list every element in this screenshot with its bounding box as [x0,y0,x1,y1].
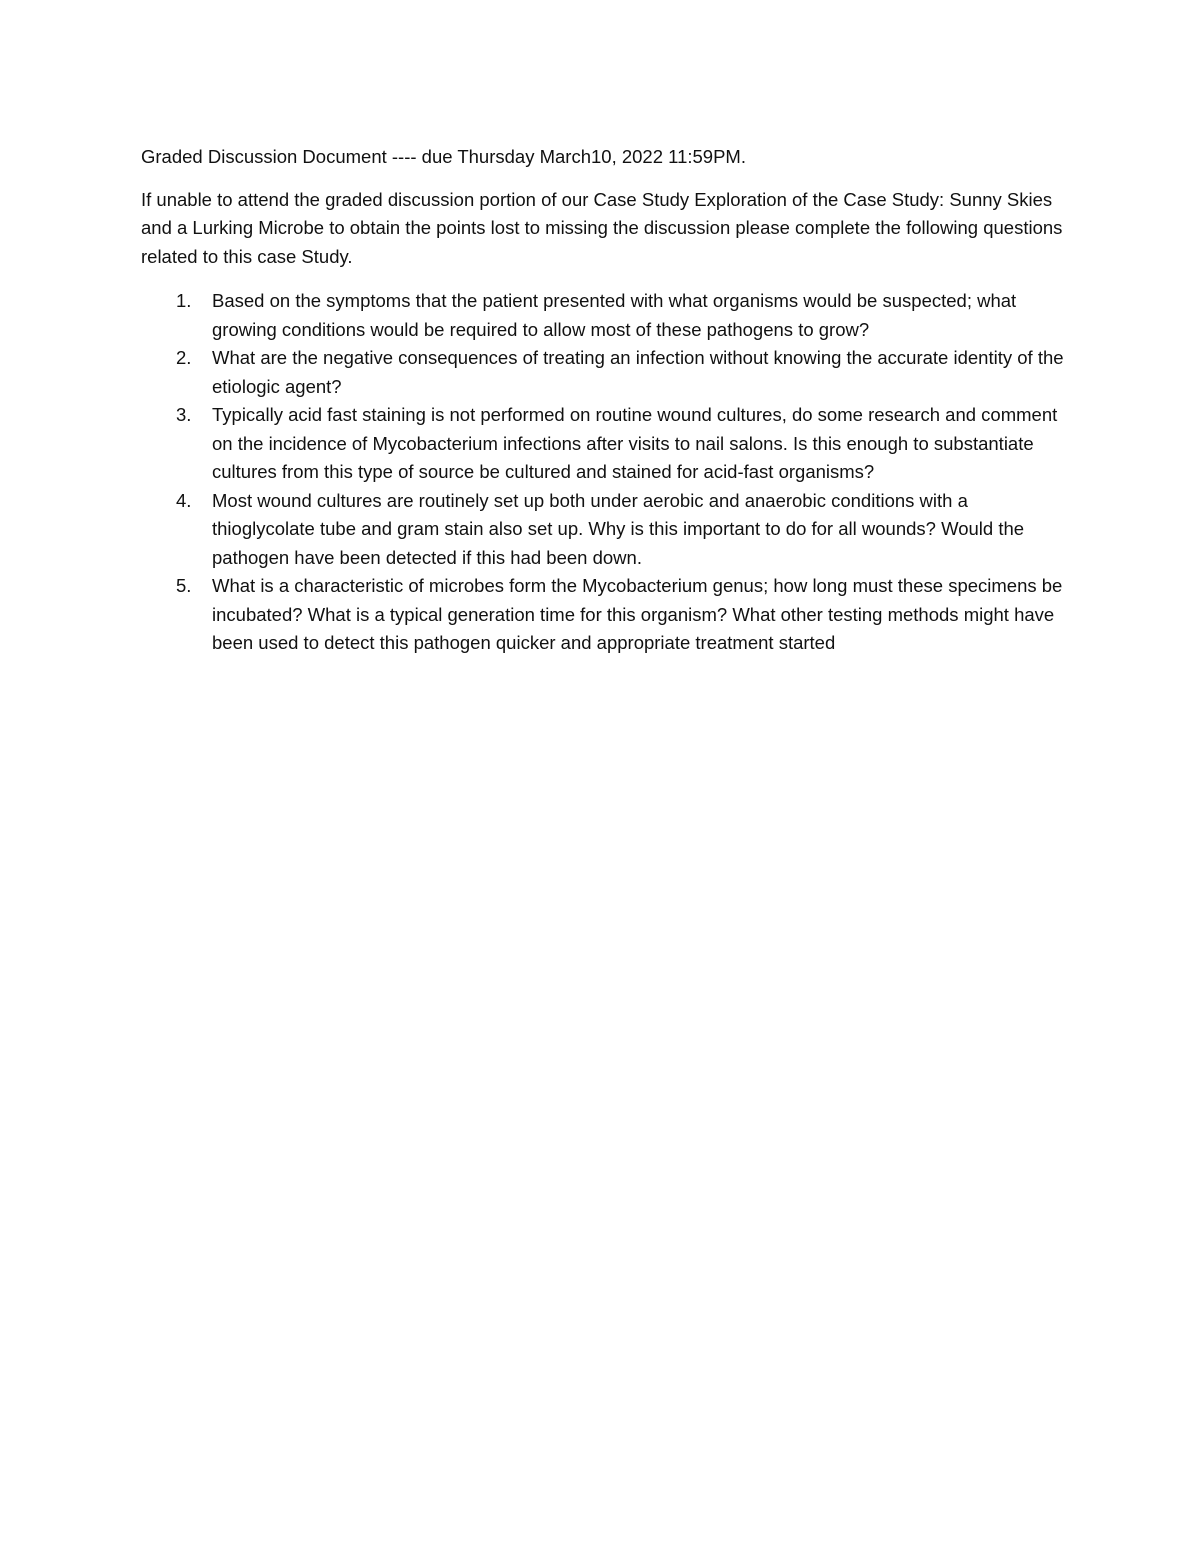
intro-paragraph: If unable to attend the graded discussion portion of our Case Study Exploration of the Case Study: Sunny Skies and a Lurking Microbe to obtain the points lost to missing the discussion please complete the following questions related to this case Study. [141,188,1063,267]
question-item [141,572,1066,658]
question-number: 1. [176,290,192,311]
question-list [141,287,1066,658]
question-item [141,487,1066,573]
question-text: Most wound cultures are routinely set up both under aerobic and anaerobic conditions with a thioglycolate tube and gram stain also set up. Why is this important to do for all wounds? Would the pathogen have been detected if this had been down. [212,489,1025,568]
question-text: What is a characteristic of microbes form the Mycobacterium genus; how long must these specimens be incubated? What is a typical generation time for this organism? What other testing methods might have been used to detect this pathogen quicker and appropriate treatment started [212,575,1063,653]
question-number: 2. [176,347,192,368]
question-item [141,344,1066,401]
question-text: What are the negative consequences of treating an infection without knowing the accurate identity of the etiologic agent? [212,347,1064,397]
question-text: Typically acid fast staining is not performed on routine wound cultures, do some research and comment on the incidence of Mycobacterium infections after visits to nail salons. Is this enough to substantiate cultures from this type of source be cultured and stained for acid-fast organisms? [212,404,1058,482]
question-number: 5. [176,575,192,596]
question-item [141,401,1066,487]
document-title: Graded Discussion Document ---- due Thursday March10, 2022 11:59PM. [141,146,746,167]
document-content [141,143,1066,658]
question-text: Based on the symptoms that the patient presented with what organisms would be suspected; what growing conditions would be required to allow most of these pathogens to grow? [212,290,1017,340]
question-item [141,287,1066,344]
question-number: 3. [176,404,192,425]
question-number: 4. [176,489,192,511]
